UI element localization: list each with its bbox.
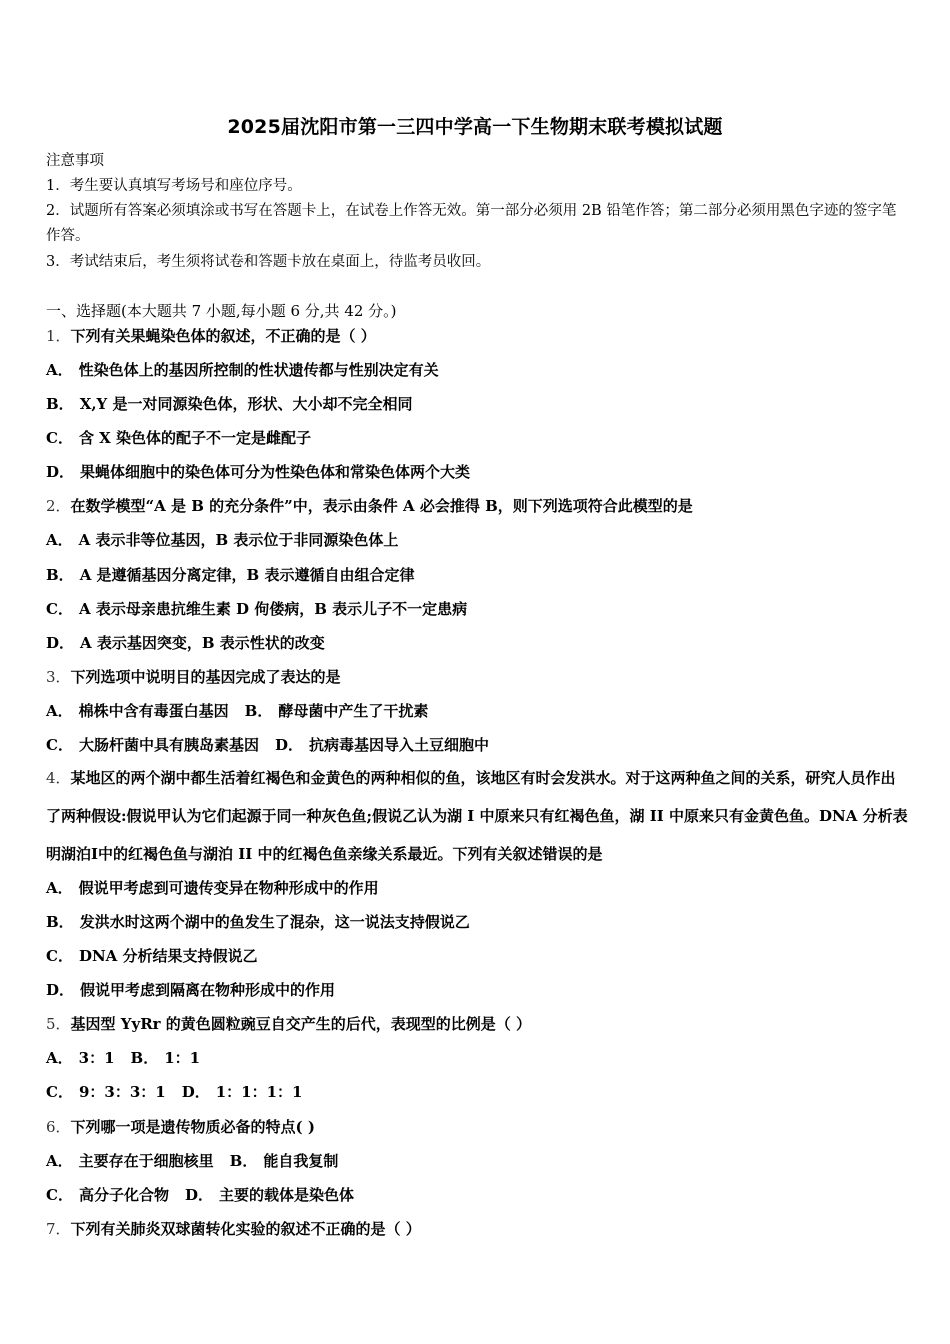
question-5 [46, 1013, 531, 1035]
option-label: B． [229, 1152, 258, 1170]
q5-options-ab [46, 1047, 200, 1069]
q2-option-a [46, 529, 398, 551]
question-3 [46, 666, 341, 688]
option-label: C． [46, 1186, 73, 1204]
option-label: A． [46, 702, 73, 720]
question-number: 4． [46, 769, 71, 787]
option-text: 主要的载体是染色体 [218, 1186, 354, 1204]
q1-option-b [46, 393, 412, 415]
option-text: 主要存在于细胞核里 [78, 1152, 214, 1170]
option-text: 高分子化合物 [78, 1186, 169, 1204]
option-label: D． [181, 1083, 210, 1101]
option-text: 大肠杆菌中具有胰岛素基因 [78, 736, 259, 754]
q1-option-c [46, 427, 311, 449]
option-text: A 表示基因突变，B 表示性状的改变 [80, 634, 325, 652]
q3-options-ab [46, 700, 428, 722]
option-text: A 表示非等位基因，B 表示位于非同源染色体上 [78, 531, 399, 549]
question-7 [46, 1218, 421, 1240]
option-text: 发洪水时这两个湖中的鱼发生了混杂，这一说法支持假说乙 [79, 913, 470, 931]
option-text: 1：1：1：1 [215, 1083, 303, 1101]
question-2 [46, 495, 693, 517]
question-stem: 下列哪一项是遗传物质必备的特点( ) [70, 1118, 315, 1136]
question-number: 7． [46, 1220, 71, 1238]
question-stem: 下列有关果蝇染色体的叙述，不正确的是（ ） [70, 327, 376, 345]
section-heading: 一、选择题(本大题共 7 小题,每小题 6 分,共 42 分。) [46, 302, 397, 320]
option-label: C． [46, 947, 73, 965]
question-number: 5． [46, 1015, 71, 1033]
q4-option-a [46, 877, 379, 899]
q1-option-a [46, 359, 439, 381]
question-stem: 在数学模型“A 是 B 的充分条件”中，表示由条件 A 必会推得 B，则下列选项符合此模型的是 [70, 497, 693, 515]
question-number: 1． [46, 327, 71, 345]
option-label: D． [184, 1186, 213, 1204]
question-4 [46, 759, 908, 873]
option-label: D． [46, 463, 75, 481]
option-label: C． [46, 736, 73, 754]
q4-option-c [46, 945, 258, 967]
option-text: 能自我复制 [263, 1152, 339, 1170]
question-stem: 下列选项中说明目的基因完成了表达的是 [70, 668, 341, 686]
option-label: B． [46, 395, 74, 413]
option-label: A． [46, 361, 73, 379]
option-text: X,Y 是一对同源染色体，形状、大小却不完全相同 [79, 395, 413, 413]
option-label: A． [46, 1152, 73, 1170]
q6-options-cd [46, 1184, 354, 1206]
option-text: 性染色体上的基因所控制的性状遗传都与性别决定有关 [78, 361, 439, 379]
option-label: B． [46, 566, 74, 584]
option-label: D． [274, 736, 303, 754]
document-title: 2025届沈阳市第一三四中学高一下生物期末联考模拟试题 [227, 116, 723, 138]
option-label: D． [46, 981, 75, 999]
option-label: C． [46, 600, 73, 618]
notice-item-3: 3．考试结束后，考生须将试卷和答题卡放在桌面上，待监考员收回。 [46, 254, 491, 270]
question-stem: 下列有关肺炎双球菌转化实验的叙述不正确的是（ ） [70, 1220, 421, 1238]
option-text: 假说甲考虑到隔离在物种形成中的作用 [80, 981, 336, 999]
option-label: D． [46, 634, 75, 652]
option-label: B． [130, 1049, 159, 1067]
q2-option-d [46, 632, 325, 654]
option-text: 假说甲考虑到可遗传变异在物种形成中的作用 [78, 879, 379, 897]
q5-options-cd [46, 1081, 302, 1103]
option-text: DNA 分析结果支持假说乙 [78, 947, 258, 965]
option-text: 抗病毒基因导入土豆细胞中 [308, 736, 489, 754]
option-text: 3：1 [78, 1049, 115, 1067]
notice-heading: 注意事项 [46, 153, 104, 169]
q4-option-b [46, 911, 470, 933]
option-label: C． [46, 1083, 73, 1101]
option-text: 含 X 染色体的配子不一定是雌配子 [78, 429, 312, 447]
question-1 [46, 325, 376, 347]
option-label: C． [46, 429, 73, 447]
option-label: A． [46, 1049, 73, 1067]
option-label: B． [46, 913, 74, 931]
option-text: A 表示母亲患抗维生素 D 佝偻病，B 表示儿子不一定患病 [78, 600, 468, 618]
option-text: 9：3：3：1 [78, 1083, 166, 1101]
q2-option-b [46, 564, 414, 586]
option-text: 酵母菌中产生了干扰素 [278, 702, 429, 720]
q1-option-d [46, 461, 470, 483]
q4-option-d [46, 979, 335, 1001]
question-6 [46, 1116, 315, 1138]
notice-item-2: 2．试题所有答案必须填涂或书写在答题卡上，在试卷上作答无效。第一部分必须用 2B 铅笔作答；第二部分必须用黑色字迹的签字笔作答。 [46, 203, 897, 244]
option-text: 棉株中含有毒蛋白基因 [78, 702, 229, 720]
option-text: A 是遵循基因分离定律，B 表示遵循自由组合定律 [79, 566, 415, 584]
question-number: 6． [46, 1118, 71, 1136]
question-number: 3． [46, 668, 71, 686]
question-stem: 某地区的两个湖中都生活着红褐色和金黄色的两种相似的鱼，该地区有时会发洪水。对于这两种鱼之间的关系，研究人员作出了两种假设:假说甲认为它们起源于同一种灰色鱼;假说乙认为湖 I 中原来只有红褐色鱼，湖 II 中原来只有金黄色鱼。DNA 分析表明湖泊Ⅰ中的红褐色鱼与湖泊 II 中的红褐色鱼亲缘关系最近。下列有关叙述错误的是 [46, 769, 908, 863]
q6-options-ab [46, 1150, 338, 1172]
q3-options-cd [46, 734, 489, 756]
option-text: 1：1 [164, 1049, 201, 1067]
option-text: 果蝇体细胞中的染色体可分为性染色体和常染色体两个大类 [80, 463, 471, 481]
option-label: A． [46, 531, 73, 549]
question-number: 2． [46, 497, 71, 515]
option-label: B． [244, 702, 273, 720]
notice-item-1: 1．考生要认真填写考场号和座位序号。 [46, 178, 302, 194]
question-stem: 基因型 YyRr 的黄色圆粒豌豆自交产生的后代，表现型的比例是（ ） [70, 1015, 532, 1033]
option-label: A． [46, 879, 73, 897]
q2-option-c [46, 598, 467, 620]
